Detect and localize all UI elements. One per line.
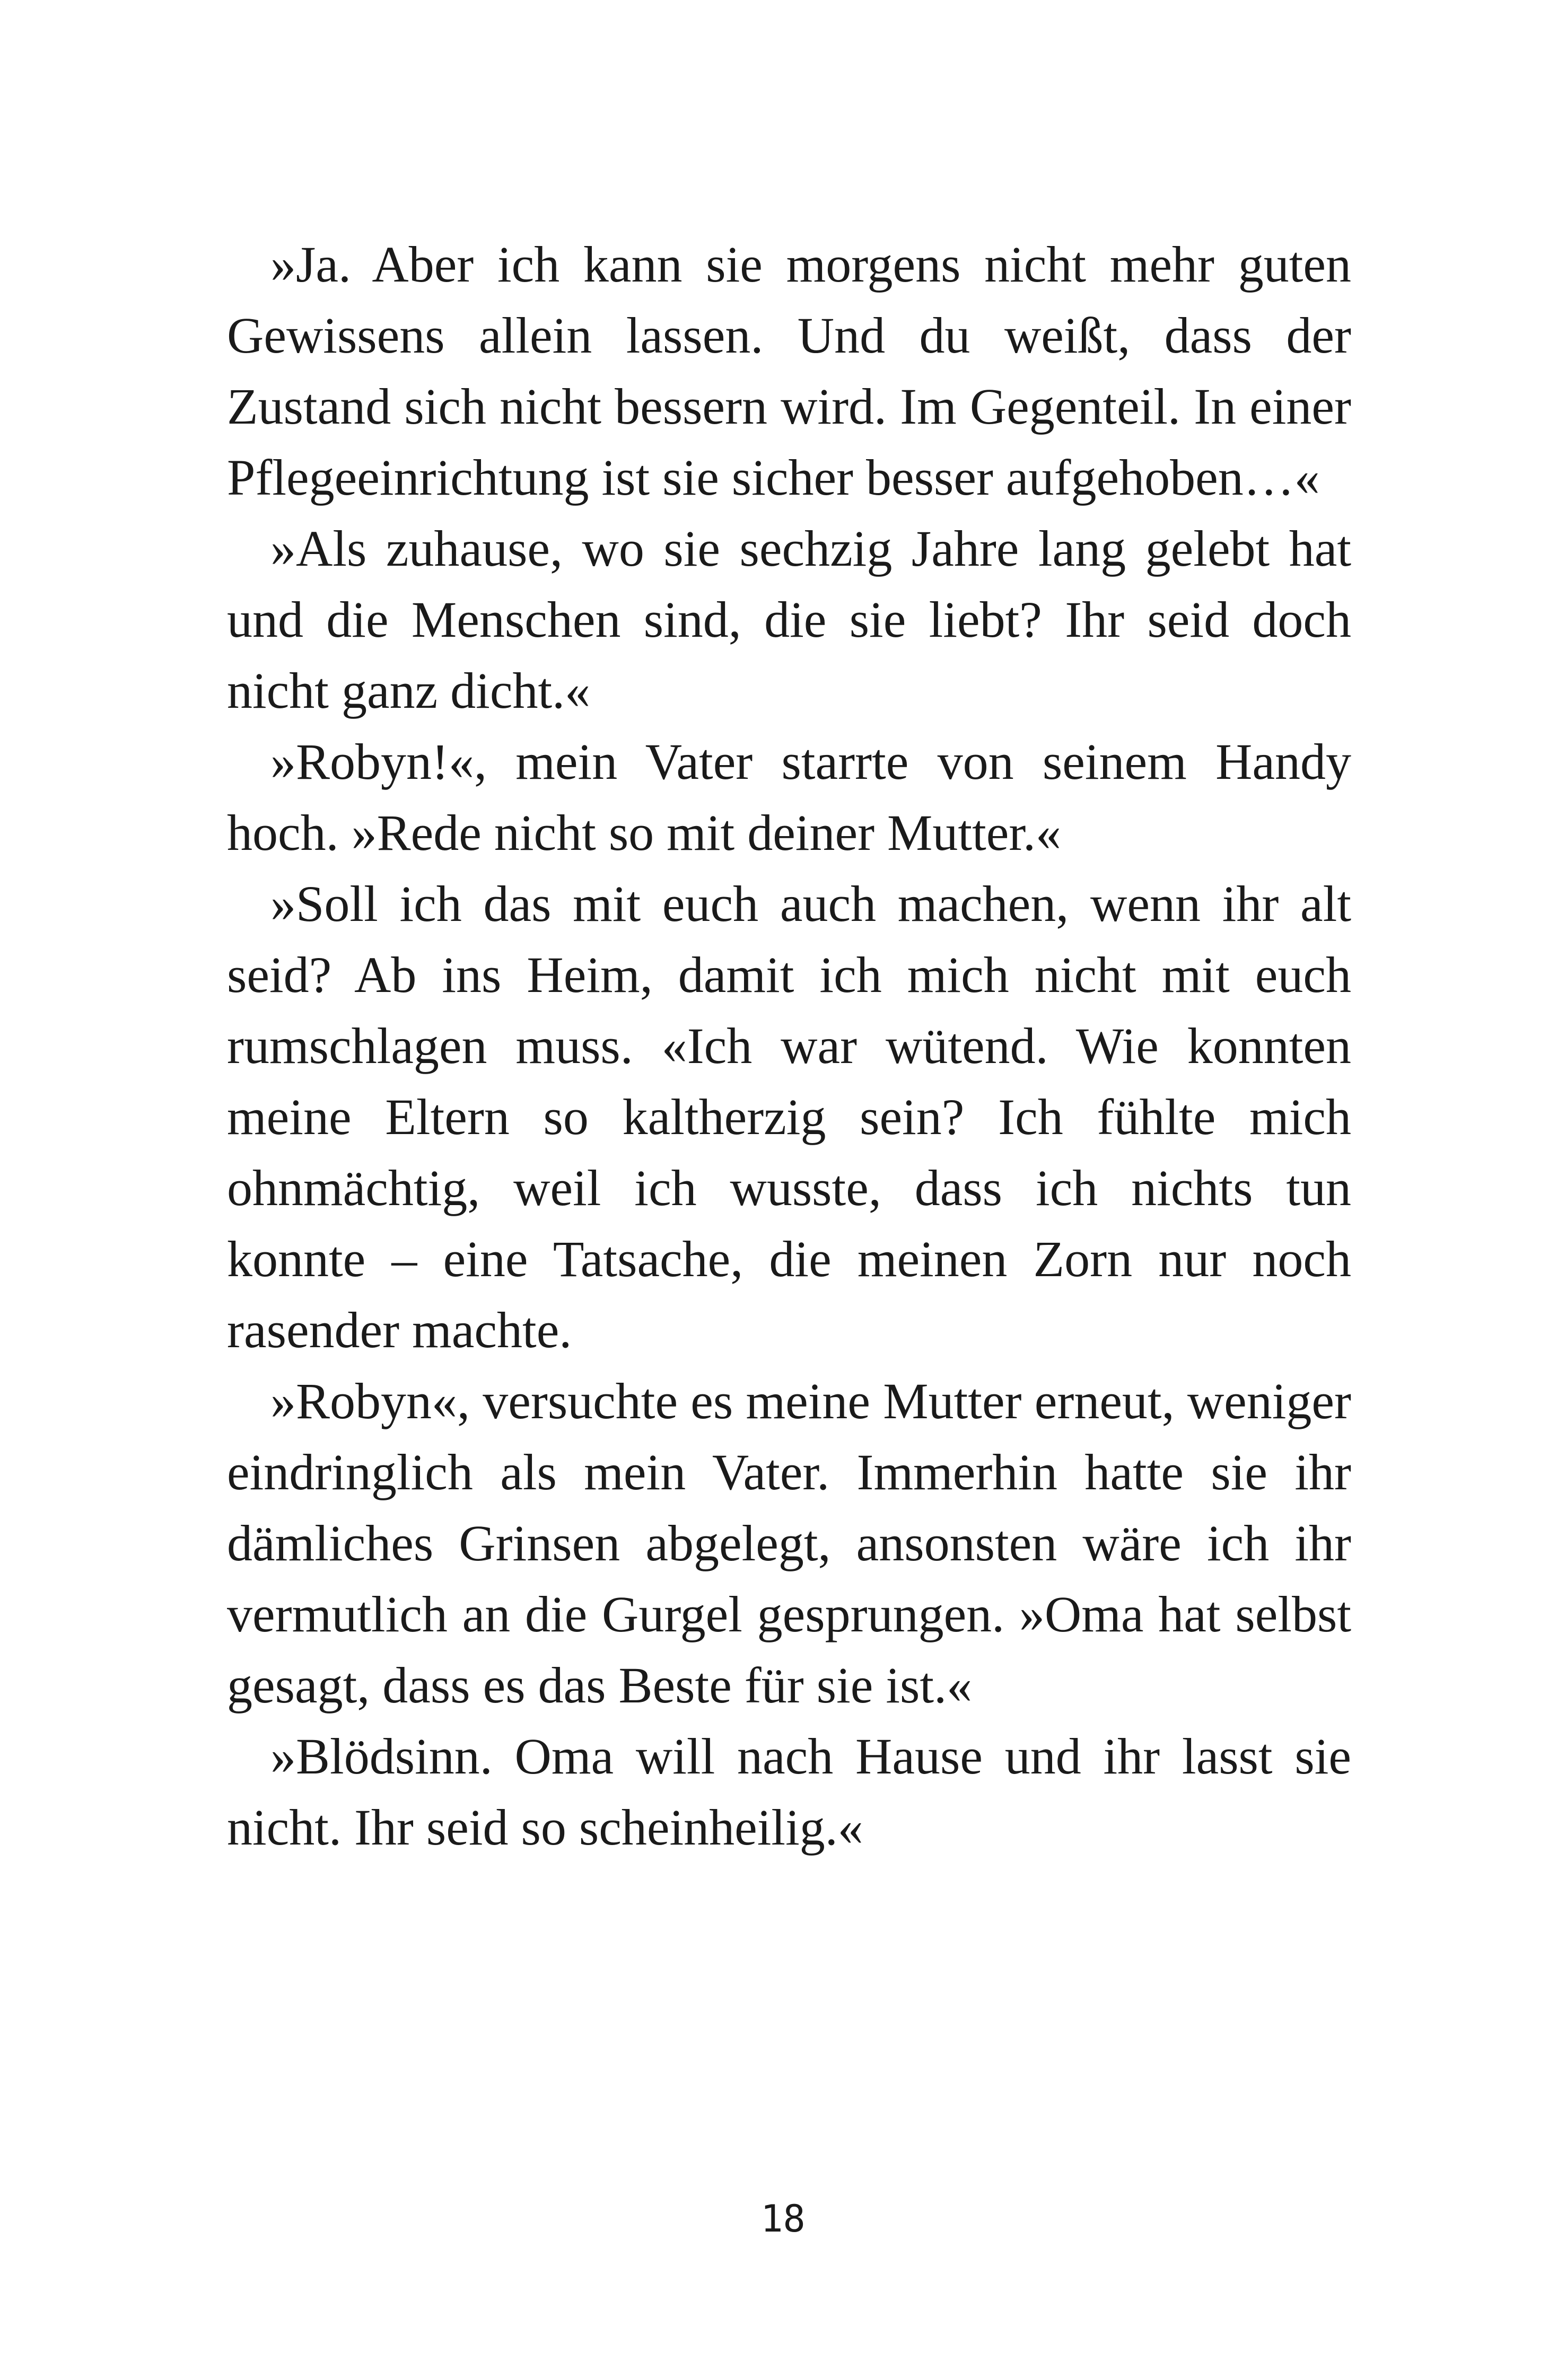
body-text <box>227 229 1351 1863</box>
paragraph-2: »Als zuhause, wo sie sechzig Jahre lang gelebt hat und die Menschen sind, die sie liebt? Ihr seid doch nicht ganz dicht.« <box>227 520 1351 719</box>
paragraph-6: »Blödsinn. Oma will nach Hause und ihr lasst sie nicht. Ihr seid so scheinheilig.« <box>227 1728 1351 1856</box>
page-number: 18 <box>760 2197 806 2241</box>
paragraph-4: »Soll ich das mit euch auch machen, wenn ihr alt seid? Ab ins Heim, damit ich mich nicht mit euch rumschlagen muss. «Ich war wütend. Wie konnten meine Eltern so kaltherzig sein? Ich fühlte mich ohnmächtig, weil ich wusste, dass ich nichts tun konnte – eine Tatsache, die meinen Zorn nur noch rasender machte. <box>227 875 1351 1358</box>
paragraph-5: »Robyn«, versuchte es meine Mutter erneut, weniger eindringlich als mein Vater. Immerhin hatte sie ihr dämliches Grinsen abgelegt, ansonsten wäre ich ihr vermutlich an die Gurgel gesprungen. »Oma hat selbst gesagt, dass es das Beste für sie ist.« <box>227 1373 1351 1714</box>
paragraph-3: »Robyn!«, mein Vater starrte von seinem Handy hoch. »Rede nicht so mit deiner Mutter.« <box>227 733 1351 861</box>
paragraph-1: »Ja. Aber ich kann sie morgens nicht mehr guten Gewissens allein lassen. Und du weißt, dass der Zustand sich nicht bessern wird. Im Gegenteil. In einer Pflegeeinrichtung ist sie sicher besser aufgehoben…« <box>227 236 1351 506</box>
